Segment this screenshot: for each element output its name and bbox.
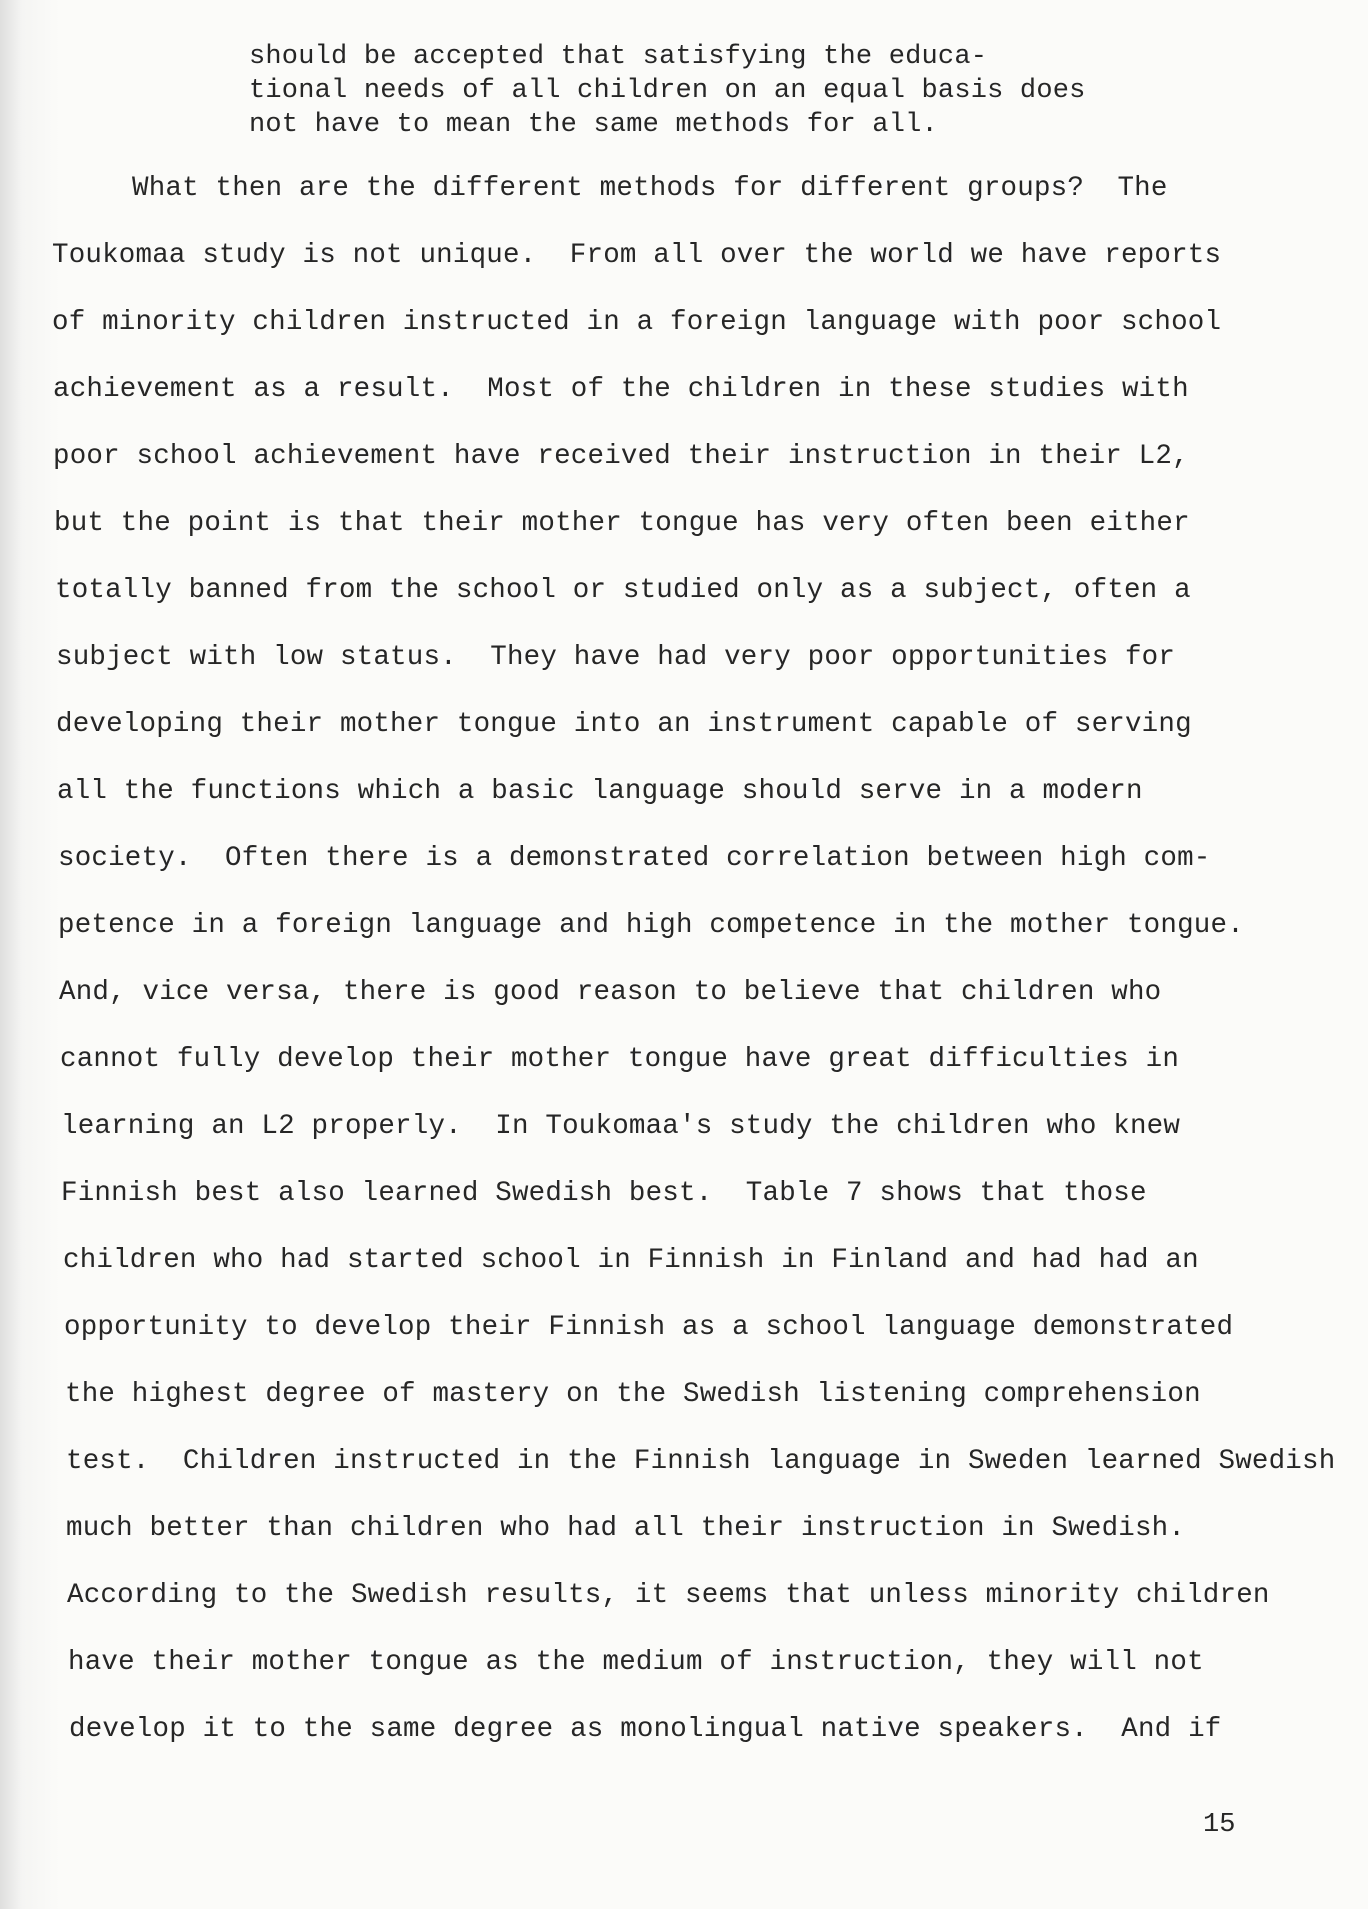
text-line: And, vice versa, there is good reason to believe that children who <box>59 977 1162 1008</box>
text-line: have their mother tongue as the medium of instruction, they will not <box>68 1647 1204 1678</box>
quote-line: should be accepted that satisfying the educa- <box>249 42 988 72</box>
text-line: achievement as a result. Most of the children in these studies with <box>53 374 1189 405</box>
text-line: totally banned from the school or studied only as a subject, often a <box>55 575 1191 606</box>
quote-line: not have to mean the same methods for all. <box>249 110 938 140</box>
text-line: of minority children instructed in a foreign language with poor school <box>52 307 1222 338</box>
text-line: society. Often there is a demonstrated correlation between high com- <box>58 843 1211 874</box>
text-line: subject with low status. They have had very poor opportunities for <box>56 642 1176 673</box>
text-line: much better than children who had all their instruction in Swedish. <box>66 1513 1186 1544</box>
text-line: petence in a foreign language and high competence in the mother tongue. <box>58 910 1244 941</box>
text-line: the highest degree of mastery on the Swedish listening comprehension <box>65 1379 1201 1410</box>
page-number: 15 <box>1203 1810 1236 1840</box>
text-line: poor school achievement have received their instruction in their L2, <box>53 441 1189 472</box>
text-line: opportunity to develop their Finnish as a school language demonstrated <box>64 1312 1234 1343</box>
text-line: What then are the different methods for different groups? The <box>132 173 1168 204</box>
text-line: developing their mother tongue into an instrument capable of serving <box>56 709 1192 740</box>
text-line: cannot fully develop their mother tongue have great difficulties in <box>60 1044 1180 1075</box>
text-line: all the functions which a basic language should serve in a modern <box>57 776 1143 807</box>
text-line: test. Children instructed in the Finnish language in Sweden learned Swedish <box>66 1446 1336 1477</box>
quote-line: tional needs of all children on an equal basis does <box>249 76 1086 106</box>
text-line: Toukomaa study is not unique. From all over the world we have reports <box>52 240 1222 271</box>
text-line: Finnish best also learned Swedish best. Table 7 shows that those <box>61 1178 1147 1209</box>
text-line: learning an L2 properly. In Toukomaa's study the children who knew <box>61 1111 1181 1142</box>
text-line: but the point is that their mother tongue has very often been either <box>54 508 1190 539</box>
text-line: develop it to the same degree as monolingual native speakers. And if <box>69 1714 1222 1745</box>
text-line: According to the Swedish results, it seems that unless minority children <box>67 1580 1270 1611</box>
text-line: children who had started school in Finnish in Finland and had had an <box>63 1245 1199 1276</box>
